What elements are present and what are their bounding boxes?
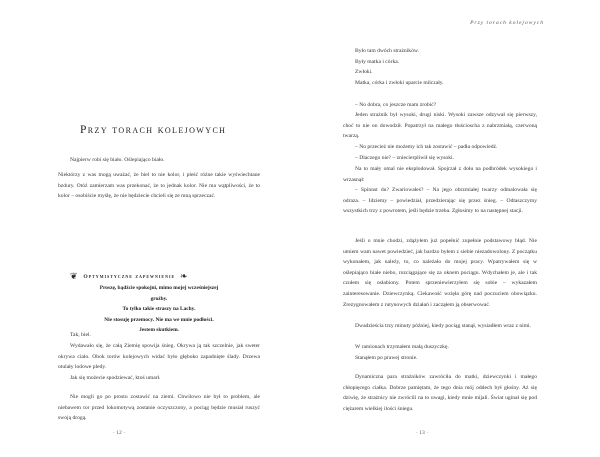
insert-line: Proszę, bądźcie spokojni, mimo mojej wcześniejszej: [99, 285, 219, 291]
insert-title: Optymistyczne zapewnienie: [83, 274, 176, 280]
right-page: [300, 0, 600, 457]
text-line: Matka, córka i zwłoki uparcie milczały.: [355, 79, 444, 86]
left-paragraph-3: Tak, biel.: [70, 332, 91, 338]
right-paragraph-8: Dwadzieścia trzy minuty później, kiedy pociąg stanął, wysiadłem wraz z nimi.: [355, 323, 531, 329]
insert-line: Jestem skutkiem.: [139, 327, 179, 334]
ornament-right-icon: ❧: [180, 271, 189, 281]
page-number: · 12 ·: [113, 430, 126, 436]
insert-line: Nie stosuję przemocy. Nie ma we mnie podłości.: [104, 316, 214, 323]
right-paragraph-5: Na to mały omal nie eksplodował. Spojrzał z dołu na podbródek wysokiego i wrzasnął:: [343, 166, 537, 183]
left-paragraph-2: Niektórzy z was mogą uważać, że biel to nie kolor, i pleść różne takie wyświechtane bzdury. Otóż zamierzam was przekonać, że to jednak kolor. Nie ma wątpliwości, że to kolor – osobiście myślę, że nie będziecie chcieli się ze mną sprzeczać.: [58, 172, 260, 200]
right-paragraph-6: – Spinnst du? Zwariowałeś? – Na jego obrzmiałej twarzy odmalowała się odraza. – Idziemy – powiedział, przedzierając się przez śnieg. – Odtaszczymy wszystkich trzy z powrotem, jeśli będzie trzeba. Zgłosimy to na następnej stacji.: [343, 187, 537, 215]
left-paragraph-6: Nie mogli go po prostu zostawić na ziemi. Chwilowo nie był to problem, ale niebawem tor przed lokomotywą zostanie oczyszczony, a pociąg będzie musiał ruszyć swoją drogą.: [58, 394, 260, 422]
left-paragraph-5: Jak się możecie spodziewać, ktoś umarł.: [70, 375, 161, 381]
right-paragraph-3: – No przecież nie możemy ich tak zostawić – padła odpowiedź.: [355, 144, 498, 150]
page-number: · 13 ·: [416, 430, 429, 436]
right-dialogue: – No dobra, co jeszcze mam zrobić?: [355, 102, 437, 108]
insert-title-row: [70, 270, 189, 281]
text-line: Zwłoki.: [355, 69, 373, 76]
insert-box: [58, 283, 260, 336]
insert-line: To tylko takie straszy na Lachy.: [122, 306, 196, 313]
right-paragraph-9: W ramionach trzymałem małą duszyczkę.: [355, 344, 449, 350]
insert-line: groźby.: [150, 295, 168, 302]
right-paragraph-10: Stanąłem po prawej stronie.: [355, 355, 418, 361]
text-line: Były matka i córka.: [355, 58, 400, 65]
left-paragraph-1: Najpierw robi się biało. Oślepiająco biało.: [70, 157, 165, 163]
right-opening-lines: [343, 46, 537, 88]
right-paragraph-4: – Dlaczego nie? – zniecierpliwił się wysoki.: [355, 155, 454, 161]
right-paragraph-7: Jeśli o mnie chodzi, zdążyłem już popełnić zupełnie podstawowy błąd. Nie umiem wam nawet powiedzieć, jak bardzo byłem z siebie niezadowolony. Z początku wykonałem, jak należy, to, co należało do mojej pracy. Wpatrywałem się w oślepiająco białe niebo, rozciągające się za oknem pociągu. Wdychałem je, ale i tak czułem się osłabiony. Potem sprzeniewierzyłem się sobie – wykazałem zainteresowanie. Dziewczynką. Ciekawość wzięła górę nad poczuciem obowiązku. Zrezygnowałem z rutynowych działań i zacząłem ją obserwować.: [343, 238, 537, 308]
chapter-title: Przy torach kolejowych: [80, 124, 227, 136]
ornament-left-icon: ❦: [70, 271, 79, 281]
text-line: Było tam dwóch strażników.: [355, 48, 419, 54]
right-paragraph-2: Jeden strażnik był wysoki, drugi niski. Wysoki zawsze odzywał się pierwszy, choć to nie on dowodził. Popatrzył na małego tłuścioscha z nabrzmiałą, czerwoną twarzą.: [343, 112, 537, 140]
running-head: Przy torach kolejowych: [470, 20, 544, 26]
right-paragraph-11: Dynamiczna para strażników zawróciła do matki, dziewczynki i małego chłopięcego ciałka. Dobrze pamiętam, że tego dnia mój oddech był głośny. Aż się dziwię, że strażnicy nie zwrócili na to uwagi, kiedy mnie mijali. Świat uginał się pod ciężarem wielkiej ilości śniegu.: [343, 374, 537, 412]
left-paragraph-4: Wydawało się, że całą Ziemię spowija śnieg. Okrywa ją tak szczelnie, jak sweter okrywa ciało. Obok torów kolejowych widać było głęboko zapadnięte ślady. Drzewa otulały lodowe pledy.: [58, 343, 260, 371]
